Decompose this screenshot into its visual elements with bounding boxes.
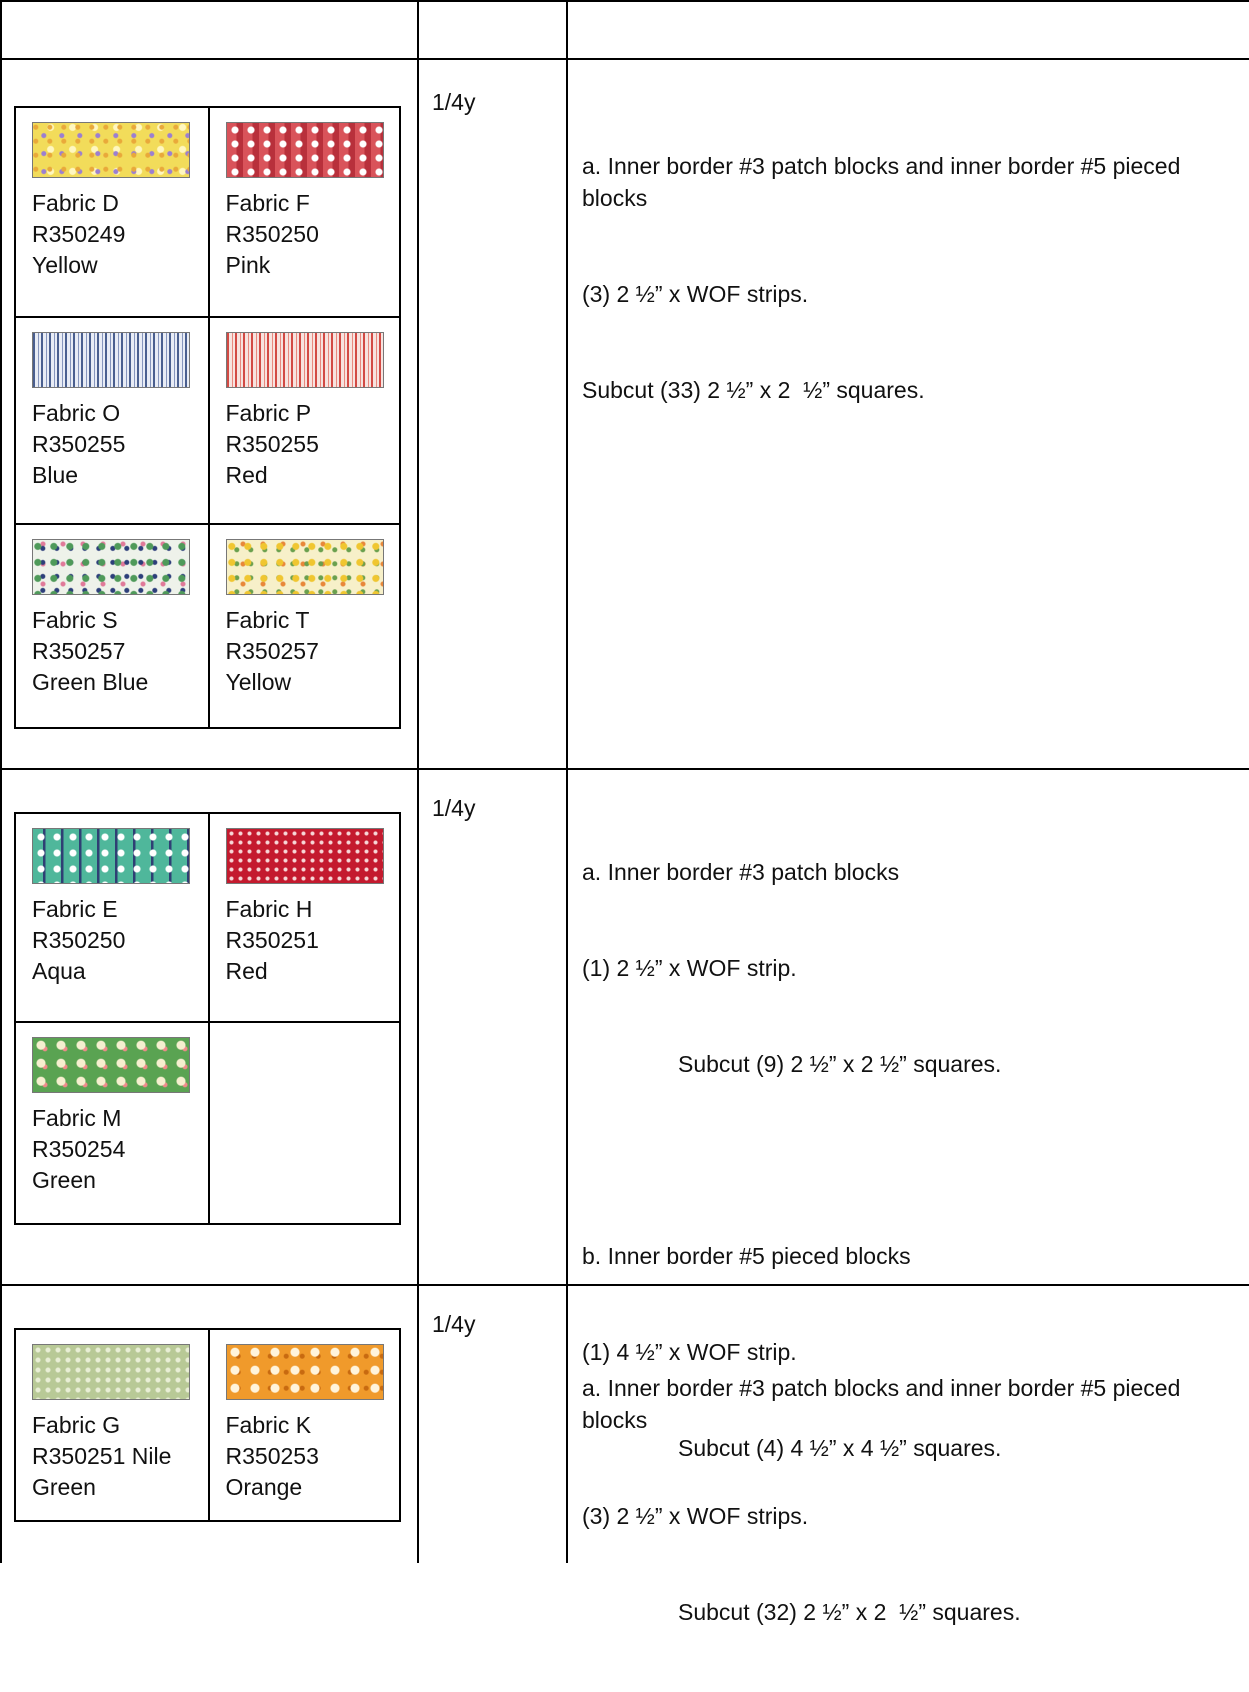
fabric-name: Fabric D <box>32 190 119 216</box>
fabric-code: R350250 <box>225 221 319 247</box>
instruction-line: (3) 2 ½” x WOF strips. <box>582 281 809 307</box>
header-row-divider <box>0 58 1249 60</box>
fabric-color: Yellow <box>225 669 292 695</box>
fabric-color: Green <box>32 1167 96 1193</box>
instruction-line: (1) 4 ½” x WOF strip. <box>582 1339 797 1365</box>
instruction-line: Subcut (33) 2 ½” x 2 ½” squares. <box>582 377 925 403</box>
fabric-swatch-e <box>32 828 190 884</box>
fabric-color: Green Blue <box>32 669 149 695</box>
fabric-name: Fabric M <box>32 1105 122 1131</box>
fabric-name: Fabric P <box>225 400 312 426</box>
fabric-cell-empty <box>208 1023 400 1223</box>
spacer <box>582 1144 1222 1176</box>
fabric-cell-t <box>208 525 400 727</box>
fabric-swatch-t <box>226 539 384 595</box>
fabric-name: Fabric F <box>225 190 310 216</box>
fabric-grid-row-3 <box>14 1328 401 1522</box>
cutting-instructions <box>582 86 1222 470</box>
fabric-cell-p <box>208 318 400 523</box>
fabric-name: Fabric H <box>225 896 313 922</box>
fabric-color: Red <box>225 462 268 488</box>
fabric-cell-e <box>16 814 208 1021</box>
fabric-color: Orange <box>225 1474 303 1500</box>
table-top-border <box>0 0 1249 2</box>
fabric-cell-o <box>16 318 208 523</box>
fabric-code: R350255 <box>32 431 126 457</box>
fabric-name: Fabric S <box>32 607 118 633</box>
fabric-swatch-f <box>226 122 384 178</box>
fabric-code: R350257 <box>32 638 126 664</box>
fabric-cell-h <box>208 814 400 1021</box>
fabric-color: Pink <box>225 252 271 278</box>
fabric-cell-f <box>208 108 400 316</box>
instruction-line: a. Inner border #3 patch blocks and inner border #5 pieced blocks <box>582 153 1187 211</box>
fabric-color: Aqua <box>32 958 86 984</box>
fabric-code: R350249 <box>32 221 126 247</box>
fabric-name: Fabric K <box>225 1412 312 1438</box>
fabric-cell-s <box>16 525 208 727</box>
instruction-line: a. Inner border #3 patch blocks <box>582 859 900 885</box>
fabric-swatch-s <box>32 539 190 595</box>
yardage: 1/4y <box>432 795 476 821</box>
fabric-name: Fabric E <box>32 896 118 922</box>
fabric-grid-row-1 <box>14 106 401 729</box>
fabric-color: Yellow <box>32 252 98 278</box>
fabric-color: Blue <box>32 462 79 488</box>
fabric-name: Fabric O <box>32 400 121 426</box>
instruction-line: a. Inner border #3 patch blocks and inner border #5 pieced blocks <box>582 1375 1187 1433</box>
fabric-color: Red <box>225 958 268 984</box>
fabric-code: R350251 Nile <box>32 1443 172 1469</box>
table-left-border <box>0 0 2 1563</box>
fabric-cell-k <box>208 1330 400 1520</box>
instruction-line: (3) 2 ½” x WOF strips. <box>582 1503 809 1529</box>
fabric-swatch-g <box>32 1344 190 1400</box>
yardage: 1/4y <box>432 1311 476 1337</box>
instruction-line: (1) 2 ½” x WOF strip. <box>582 955 797 981</box>
fabric-cell-g <box>16 1330 208 1520</box>
fabric-swatch-d <box>32 122 190 178</box>
fabric-swatch-p <box>226 332 384 388</box>
fabric-name: Fabric G <box>32 1412 121 1438</box>
fabric-swatch-o <box>32 332 190 388</box>
fabric-swatch-h <box>226 828 384 884</box>
instruction-line: Subcut (32) 2 ½” x 2 ½” squares. <box>678 1599 1021 1625</box>
instruction-line: Subcut (9) 2 ½” x 2 ½” squares. <box>678 1051 1002 1077</box>
fabric-code: R350257 <box>225 638 319 664</box>
column-divider-1 <box>417 0 419 1563</box>
fabric-code: R350250 <box>32 927 126 953</box>
yardage: 1/4y <box>432 89 476 115</box>
column-divider-2 <box>566 0 568 1563</box>
fabric-grid-row-2 <box>14 812 401 1225</box>
fabric-code: R350255 <box>225 431 319 457</box>
fabric-swatch-m <box>32 1037 190 1093</box>
fabric-name: Fabric T <box>225 607 310 633</box>
fabric-code: R350254 <box>32 1136 126 1162</box>
fabric-code: R350253 <box>225 1443 319 1469</box>
row-divider-1 <box>0 768 1249 770</box>
fabric-cell-d <box>16 108 208 316</box>
fabric-cell-m <box>16 1023 208 1223</box>
cutting-instructions <box>582 1308 1222 1692</box>
instruction-line: b. Inner border #5 pieced blocks <box>582 1243 911 1269</box>
fabric-swatch-k <box>226 1344 384 1400</box>
fabric-color: Green <box>32 1474 96 1500</box>
fabric-code: R350251 <box>225 927 319 953</box>
instruction-line: Subcut (4) 4 ½” x 4 ½” squares. <box>678 1435 1002 1461</box>
